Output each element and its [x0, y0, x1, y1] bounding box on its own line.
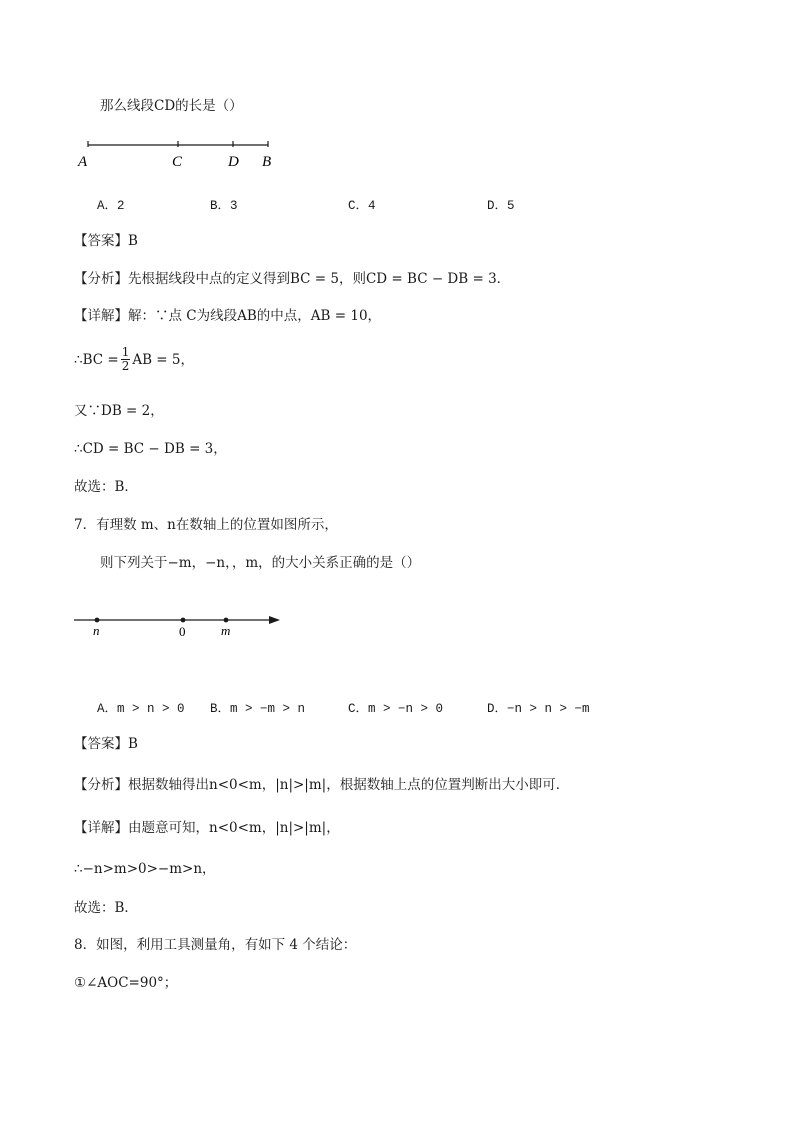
q6-detail-2-post: AB = 5，: [132, 351, 194, 368]
q7-detail-2: ∴−n>m>0>−m>n，: [74, 861, 216, 877]
q6-detail-1: 【详解】解：∵点 C为线段AB的中点，AB = 10，: [74, 308, 382, 324]
point-zero: [181, 618, 186, 623]
q6-detail-2: [74, 346, 194, 373]
segment-figure: [70, 136, 290, 172]
q6-stem-tail: 那么线段CD的长是（）: [100, 98, 243, 114]
fraction-half: [121, 346, 131, 373]
arrow-head-icon: [269, 616, 280, 624]
point-n: [95, 618, 100, 623]
q6-option-b: B．3: [210, 199, 238, 213]
q6-detail-4: ∴CD = BC − DB = 3，: [74, 441, 227, 457]
label-c: C: [172, 154, 183, 170]
q7-option-c: C．m > −n > 0: [348, 702, 444, 716]
q7-option-d: D．−n > n > −m: [487, 702, 590, 716]
q7-option-b: B．m > −m > n: [210, 702, 306, 716]
axis-label-m: m: [221, 623, 231, 638]
point-m: [224, 618, 229, 623]
q8-stem: 8．如图，利用工具测量角，有如下 4 个结论：: [74, 937, 357, 953]
fraction-denominator: 2: [121, 359, 130, 373]
q7-analysis: 【分析】根据数轴得出n<0<m，|n|>|m|，根据数轴上点的位置判断出大小即可．: [74, 777, 570, 793]
q8-item-1: ①∠AOC=90°；: [74, 975, 178, 991]
q7-conclusion: 故选：B．: [74, 900, 138, 916]
q6-detail-2-pre: ∴BC =: [74, 351, 119, 368]
q6-option-c: C．4: [348, 199, 376, 213]
label-a: A: [78, 154, 88, 170]
fraction-numerator: 1: [121, 345, 130, 359]
q6-option-d: D．5: [487, 199, 515, 213]
q6-answer: 【答案】B: [74, 233, 138, 249]
q6-analysis: 【分析】先根据线段中点的定义得到BC = 5，则CD = BC − DB = 3．: [74, 271, 511, 287]
q7-answer: 【答案】B: [74, 736, 138, 752]
q6-option-a: A．2: [97, 199, 125, 213]
q7-sub: 则下列关于−m，−n，，m，的大小关系正确的是（）: [100, 555, 421, 571]
number-line-figure: [68, 608, 288, 644]
q7-option-a: A．m > n > 0: [97, 702, 185, 716]
q6-detail-3: 又∵DB = 2，: [74, 403, 164, 419]
label-b: B: [262, 154, 272, 170]
label-d: D: [228, 154, 239, 170]
axis-label-zero: 0: [179, 624, 186, 639]
q6-conclusion: 故选：B．: [74, 479, 138, 495]
axis-label-n: n: [93, 623, 100, 638]
q7-detail-1: 【详解】由题意可知，n<0<m，|n|>|m|，: [74, 820, 340, 836]
q7-stem: 7．有理数 m、n在数轴上的位置如图所示，: [74, 517, 338, 533]
